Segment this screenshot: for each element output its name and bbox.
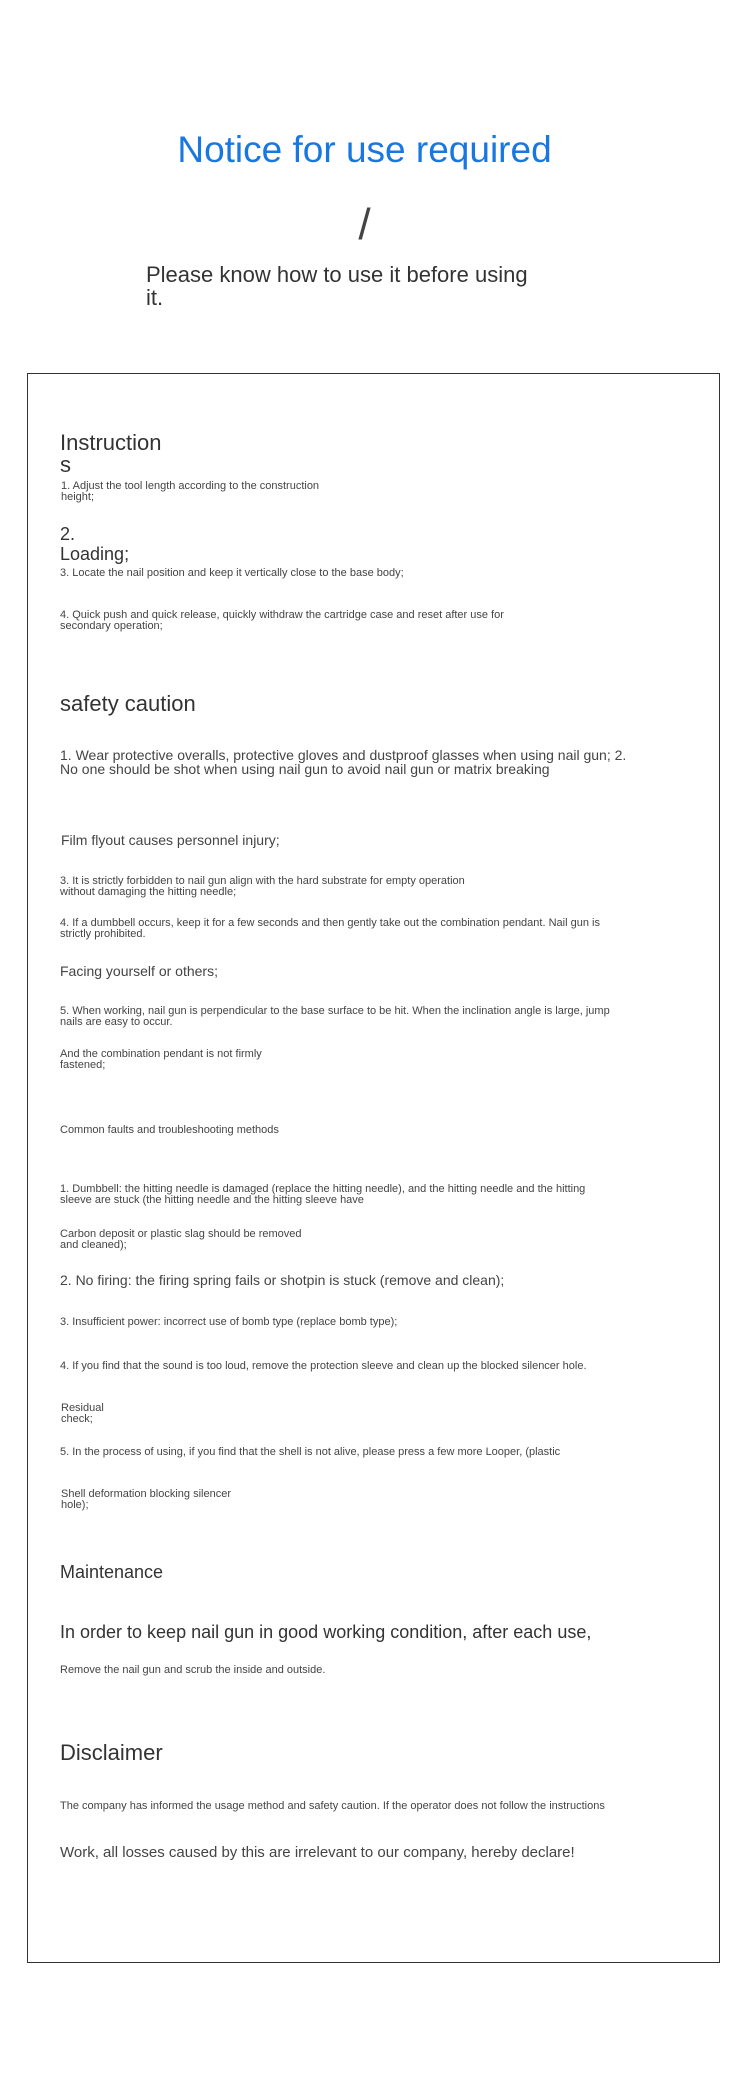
fault-item: 3. Insufficient power: incorrect use of bomb type (replace bomb type); [60,1316,398,1328]
safety-item: Film flyout causes personnel injury; [61,832,280,848]
instruction-item: 1. Adjust the tool length according to the construction height; [61,480,320,503]
safety-item: And the combination pendant is not firmly fastened; [60,1048,262,1071]
disclaimer-item: The company has informed the usage method and safety caution. If the operator does not follow the instructions [60,1800,605,1812]
fault-item: 1. Dumbbell: the hitting needle is damaged (replace the hitting needle), and the hitting needle and the hitting sleeve are stuck (the hitting needle and the hitting sleeve have [60,1183,586,1206]
faults-heading: Common faults and troubleshooting methods [60,1124,279,1136]
maintenance-item: In order to keep nail gun in good working condition, after each use, [60,1622,592,1642]
fault-item: 2. No firing: the firing spring fails or shotpin is stuck (remove and clean); [60,1272,505,1288]
page-title: Notice for use required [177,129,552,170]
instruction-item: 2. Loading; [60,524,130,564]
fault-item: Residual check; [61,1402,104,1425]
slash-divider: / [358,200,371,249]
fault-item: 4. If you find that the sound is too loud, remove the protection sleeve and clean up the blocked silencer hole. [60,1360,587,1372]
fault-item: 5. In the process of using, if you find that the shell is not alive, please press a few more Looper, (plastic [60,1446,561,1458]
maintenance-heading: Maintenance [60,1562,164,1582]
fault-item: Carbon deposit or plastic slag should be removed and cleaned); [60,1228,302,1251]
safety-item: 5. When working, nail gun is perpendicular to the base surface to be hit. When the inclination angle is large, jump nails are easy to occur. [60,1005,610,1028]
maintenance-item: Remove the nail gun and scrub the inside and outside. [60,1664,326,1676]
intro-text: Please know how to use it before using it. [146,262,528,310]
safety-item: 3. It is strictly forbidden to nail gun align with the hard substrate for empty operation without damaging the hitting needle; [60,875,465,898]
disclaimer-item: Work, all losses caused by this are irrelevant to our company, hereby declare! [60,1844,575,1861]
safety-item: Facing yourself or others; [60,963,218,979]
instruction-item: 4. Quick push and quick release, quickly withdraw the cartridge case and reset after use for secondary operation; [60,609,504,632]
instructions-heading: Instruction s [60,430,162,477]
instruction-item: 3. Locate the nail position and keep it vertically close to the base body; [60,567,404,579]
disclaimer-heading: Disclaimer [60,1740,163,1765]
notice-box [27,373,720,1963]
fault-item: Shell deformation blocking silencer hole); [61,1488,231,1511]
safety-item: 1. Wear protective overalls, protective gloves and dustproof glasses when using nail gun; 2. No one should be shot when using nail gun to avoid nail gun or matrix breaking [60,747,627,777]
safety-heading: safety caution [60,691,196,716]
safety-item: 4. If a dumbbell occurs, keep it for a few seconds and then gently take out the combination pendant. Nail gun is strictly prohibited. [60,917,600,940]
